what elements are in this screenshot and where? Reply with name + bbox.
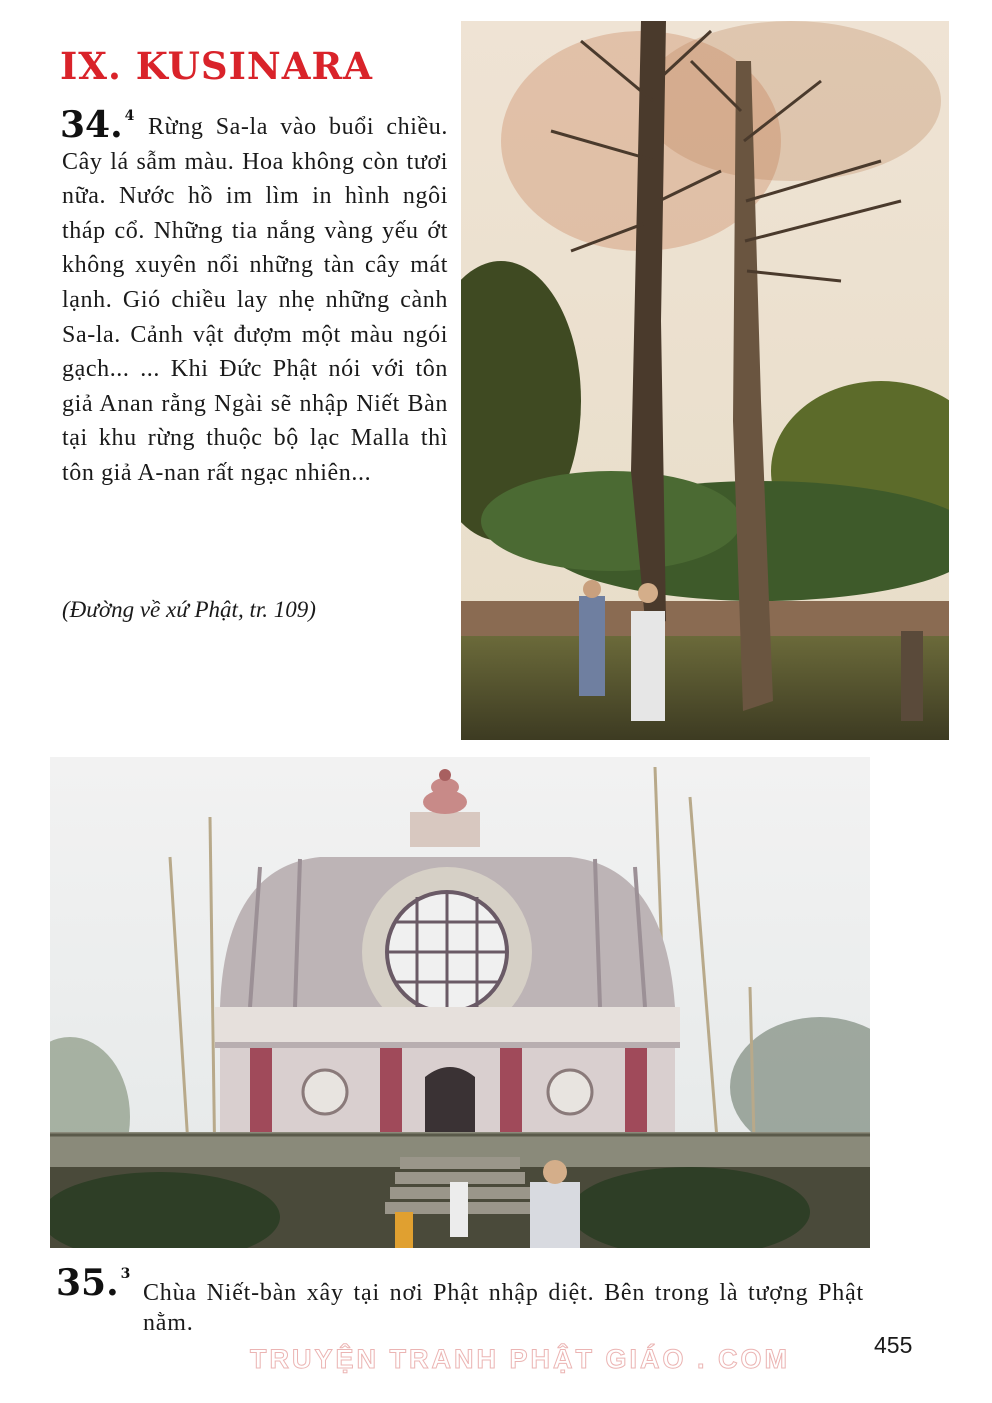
item-superscript: 3: [120, 1266, 131, 1282]
watermark: TRUYỆN TRANH PHẬT GIÁO . COM: [250, 1344, 790, 1374]
photo-sala-forest: [461, 21, 949, 740]
item-35-caption: Chùa Niết-bàn xây tại nơi Phật nhập diệt. Bên trong là tượng Phật nằm.: [143, 1280, 864, 1336]
item-number-35: 35. $^3$: [56, 1262, 131, 1304]
page-number: 455: [874, 1332, 913, 1358]
photo-nirvana-temple: [50, 757, 870, 1248]
item-34-source: (Đường về xứ Phật, tr. 109): [62, 597, 316, 622]
item-34-text: Rừng Sa-la vào buổi chiều. Cây lá sẫm màu. Hoa không còn tươi nữa. Nước hồ im lìm in hình ngôi tháp cổ. Những tia nắng vàng yếu ớt không xuyên nổi những tàn cây mát lạnh. Gió chiều lay nhẹ những cành Sa-la. Cảnh vật đượm một màu ngói gạch... ... Khi Đức Phật nói với tôn giả Anan rằng Ngài sẽ nhập Niết Bàn tại khu rừng thuộc bộ lạc Malla thì tôn giả A-nan rất ngạc nhiên...: [62, 114, 448, 486]
item-superscript: 4: [124, 108, 135, 124]
item-number-34: 34. $^4$: [60, 104, 135, 146]
section-title: IX. KUSINARA: [60, 44, 373, 88]
